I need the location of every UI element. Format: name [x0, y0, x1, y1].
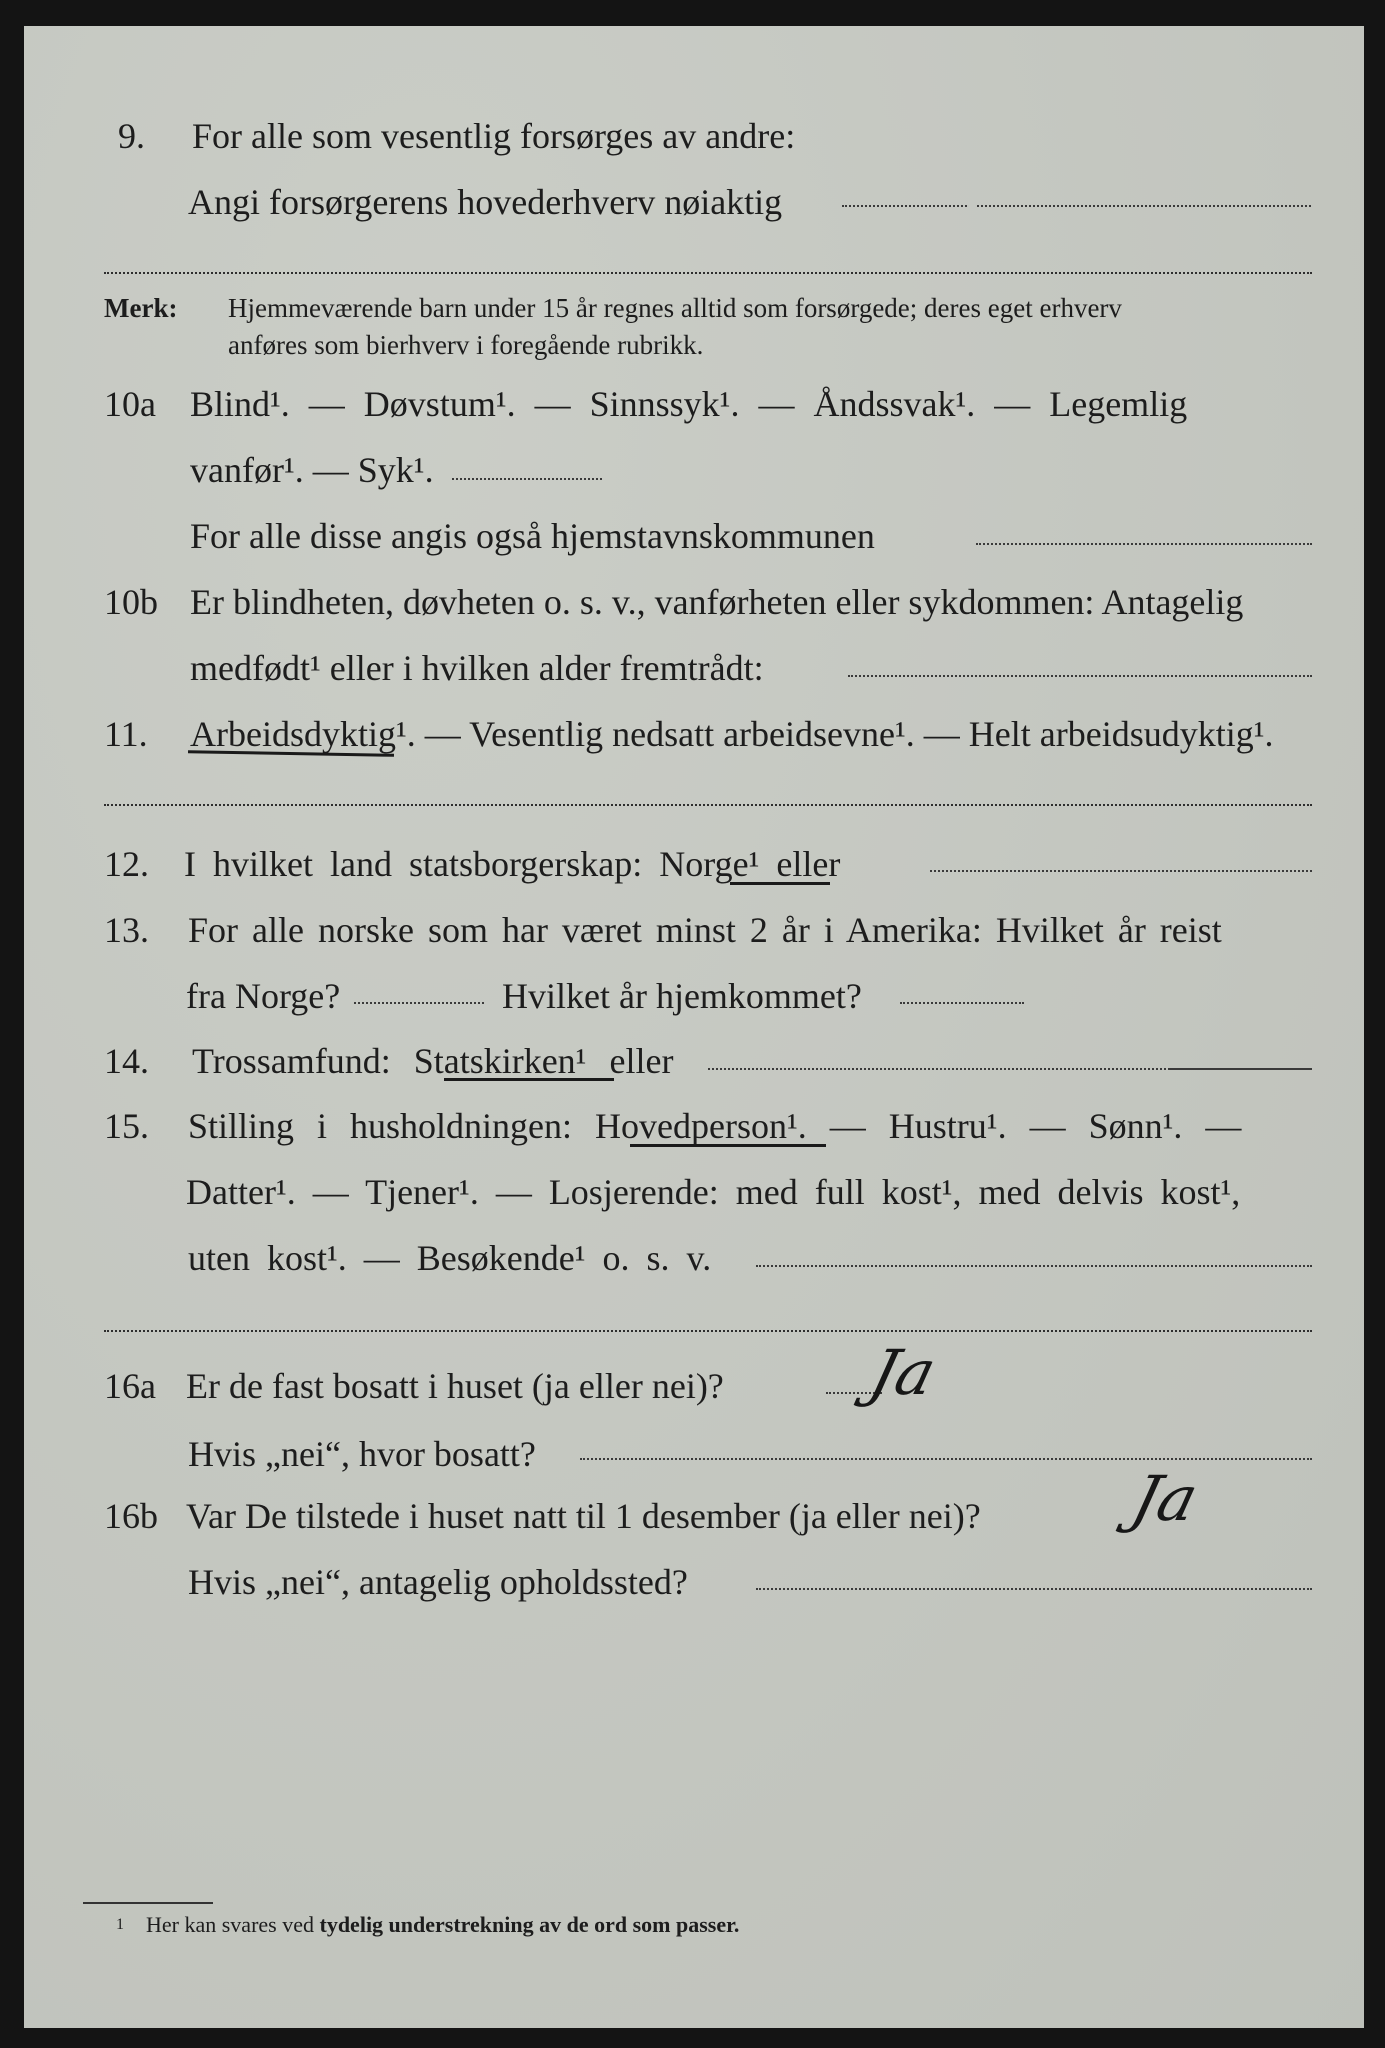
q12-answer-line	[930, 870, 1312, 872]
q11-line1: Arbeidsdyktig¹. — Vesentlig nedsatt arbeidsevne¹. — Helt arbeidsudyktig¹.	[190, 714, 1274, 754]
q15-line1: Stilling i husholdningen: Hovedperson¹. — Hustru¹. — Sønn¹. —	[188, 1106, 1242, 1146]
q13-number: 13.	[104, 910, 149, 950]
q14-answer-line-a	[708, 1068, 1170, 1070]
q10a-line1: Blind¹. — Døvstum¹. — Sinnssyk¹. — Åndssvak¹. — Legemlig	[190, 384, 1188, 424]
q16b-handwritten-answer: Ja	[1125, 1462, 1206, 1535]
q13-departure-year-line	[354, 1002, 484, 1004]
section-separator-1	[104, 272, 1312, 274]
q16b-number: 16b	[104, 1496, 158, 1536]
q15-underline-hovedperson	[630, 1144, 826, 1147]
q12-number: 12.	[104, 844, 149, 884]
q10b-line1: Er blindheten, døvheten o. s. v., vanførheten eller sykdommen: Antagelig	[190, 582, 1244, 622]
q14-underline-statskirken	[444, 1078, 614, 1081]
q10a-number: 10a	[104, 384, 156, 424]
q12-line1: I hvilket land statsborgerskap: Norge¹ eller	[184, 844, 841, 884]
q16a-number: 16a	[104, 1366, 156, 1406]
q10a-line2: vanfør¹. — Syk¹.	[190, 450, 434, 490]
q14-line1: Trossamfund: Statskirken¹ eller	[192, 1041, 674, 1081]
q15-number: 15.	[104, 1106, 149, 1146]
q15-line3: uten kost¹. — Besøkende¹ o. s. v.	[188, 1238, 712, 1278]
q10b-number: 10b	[104, 582, 158, 622]
census-form-page	[24, 26, 1364, 2028]
q16a-handwritten-answer: Ja	[863, 1336, 944, 1409]
q16b-line1: Var De tilstede i huset natt til 1 desember (ja eller nei)?	[186, 1496, 981, 1536]
q15-answer-line	[756, 1265, 1312, 1267]
q9-line2: Angi forsørgerens hovederhverv nøiaktig	[188, 182, 783, 222]
merk-line2: anføres som bierhverv i foregående rubrikk.	[228, 330, 704, 360]
q16b-whereabouts-line	[756, 1588, 1312, 1590]
q10a-sick-answer-line	[452, 478, 602, 480]
q9-answer-line-b	[977, 205, 1311, 207]
q16b-line2: Hvis „nei“, antagelig opholdssted?	[188, 1562, 688, 1602]
merk-line1: Hjemmeværende barn under 15 år regnes alltid som forsørgede; deres eget erhverv	[228, 293, 1122, 323]
q13-return-year-line	[900, 1002, 1024, 1004]
q10a-line3: For alle disse angis også hjemstavnskommunen	[190, 516, 875, 556]
footnote-bold-text: tydelig understrekning av de ord som passer.	[319, 1912, 740, 1937]
footnote-rule	[83, 1902, 213, 1904]
q14-number: 14.	[104, 1041, 149, 1081]
q9-number: 9.	[118, 116, 145, 156]
q13-line1: For alle norske som har været minst 2 år i Amerika: Hvilket år reist	[188, 910, 1222, 950]
q13-line2b: Hvilket år hjemkommet?	[502, 976, 862, 1016]
footnote-marker: 1	[116, 1916, 124, 1933]
q9-line1: For alle som vesentlig forsørges av andre:	[192, 116, 796, 156]
section-separator-3	[104, 1330, 1312, 1332]
q10a-home-municipality-line	[976, 543, 1312, 545]
q16a-line1: Er de fast bosatt i huset (ja eller nei)?	[186, 1366, 724, 1406]
q10b-answer-line	[848, 675, 1312, 677]
q15-line2: Datter¹. — Tjener¹. — Losjerende: med full kost¹, med delvis kost¹,	[186, 1172, 1241, 1212]
section-separator-2	[104, 804, 1312, 806]
merk-label: Merk:	[104, 293, 178, 323]
q10b-line2: medfødt¹ eller i hvilken alder fremtrådt:	[190, 648, 764, 688]
q11-number: 11.	[104, 714, 148, 754]
q12-underline-norge	[730, 882, 830, 885]
q16a-residence-line	[580, 1458, 1312, 1460]
footnote-plain-text: Her kan svares ved	[146, 1912, 314, 1937]
q9-answer-line-a	[842, 205, 967, 207]
q14-answer-line-b	[1170, 1068, 1312, 1070]
q13-line2a: fra Norge?	[186, 976, 341, 1016]
footnote	[116, 1912, 739, 1938]
q16a-line2: Hvis „nei“, hvor bosatt?	[188, 1434, 536, 1474]
